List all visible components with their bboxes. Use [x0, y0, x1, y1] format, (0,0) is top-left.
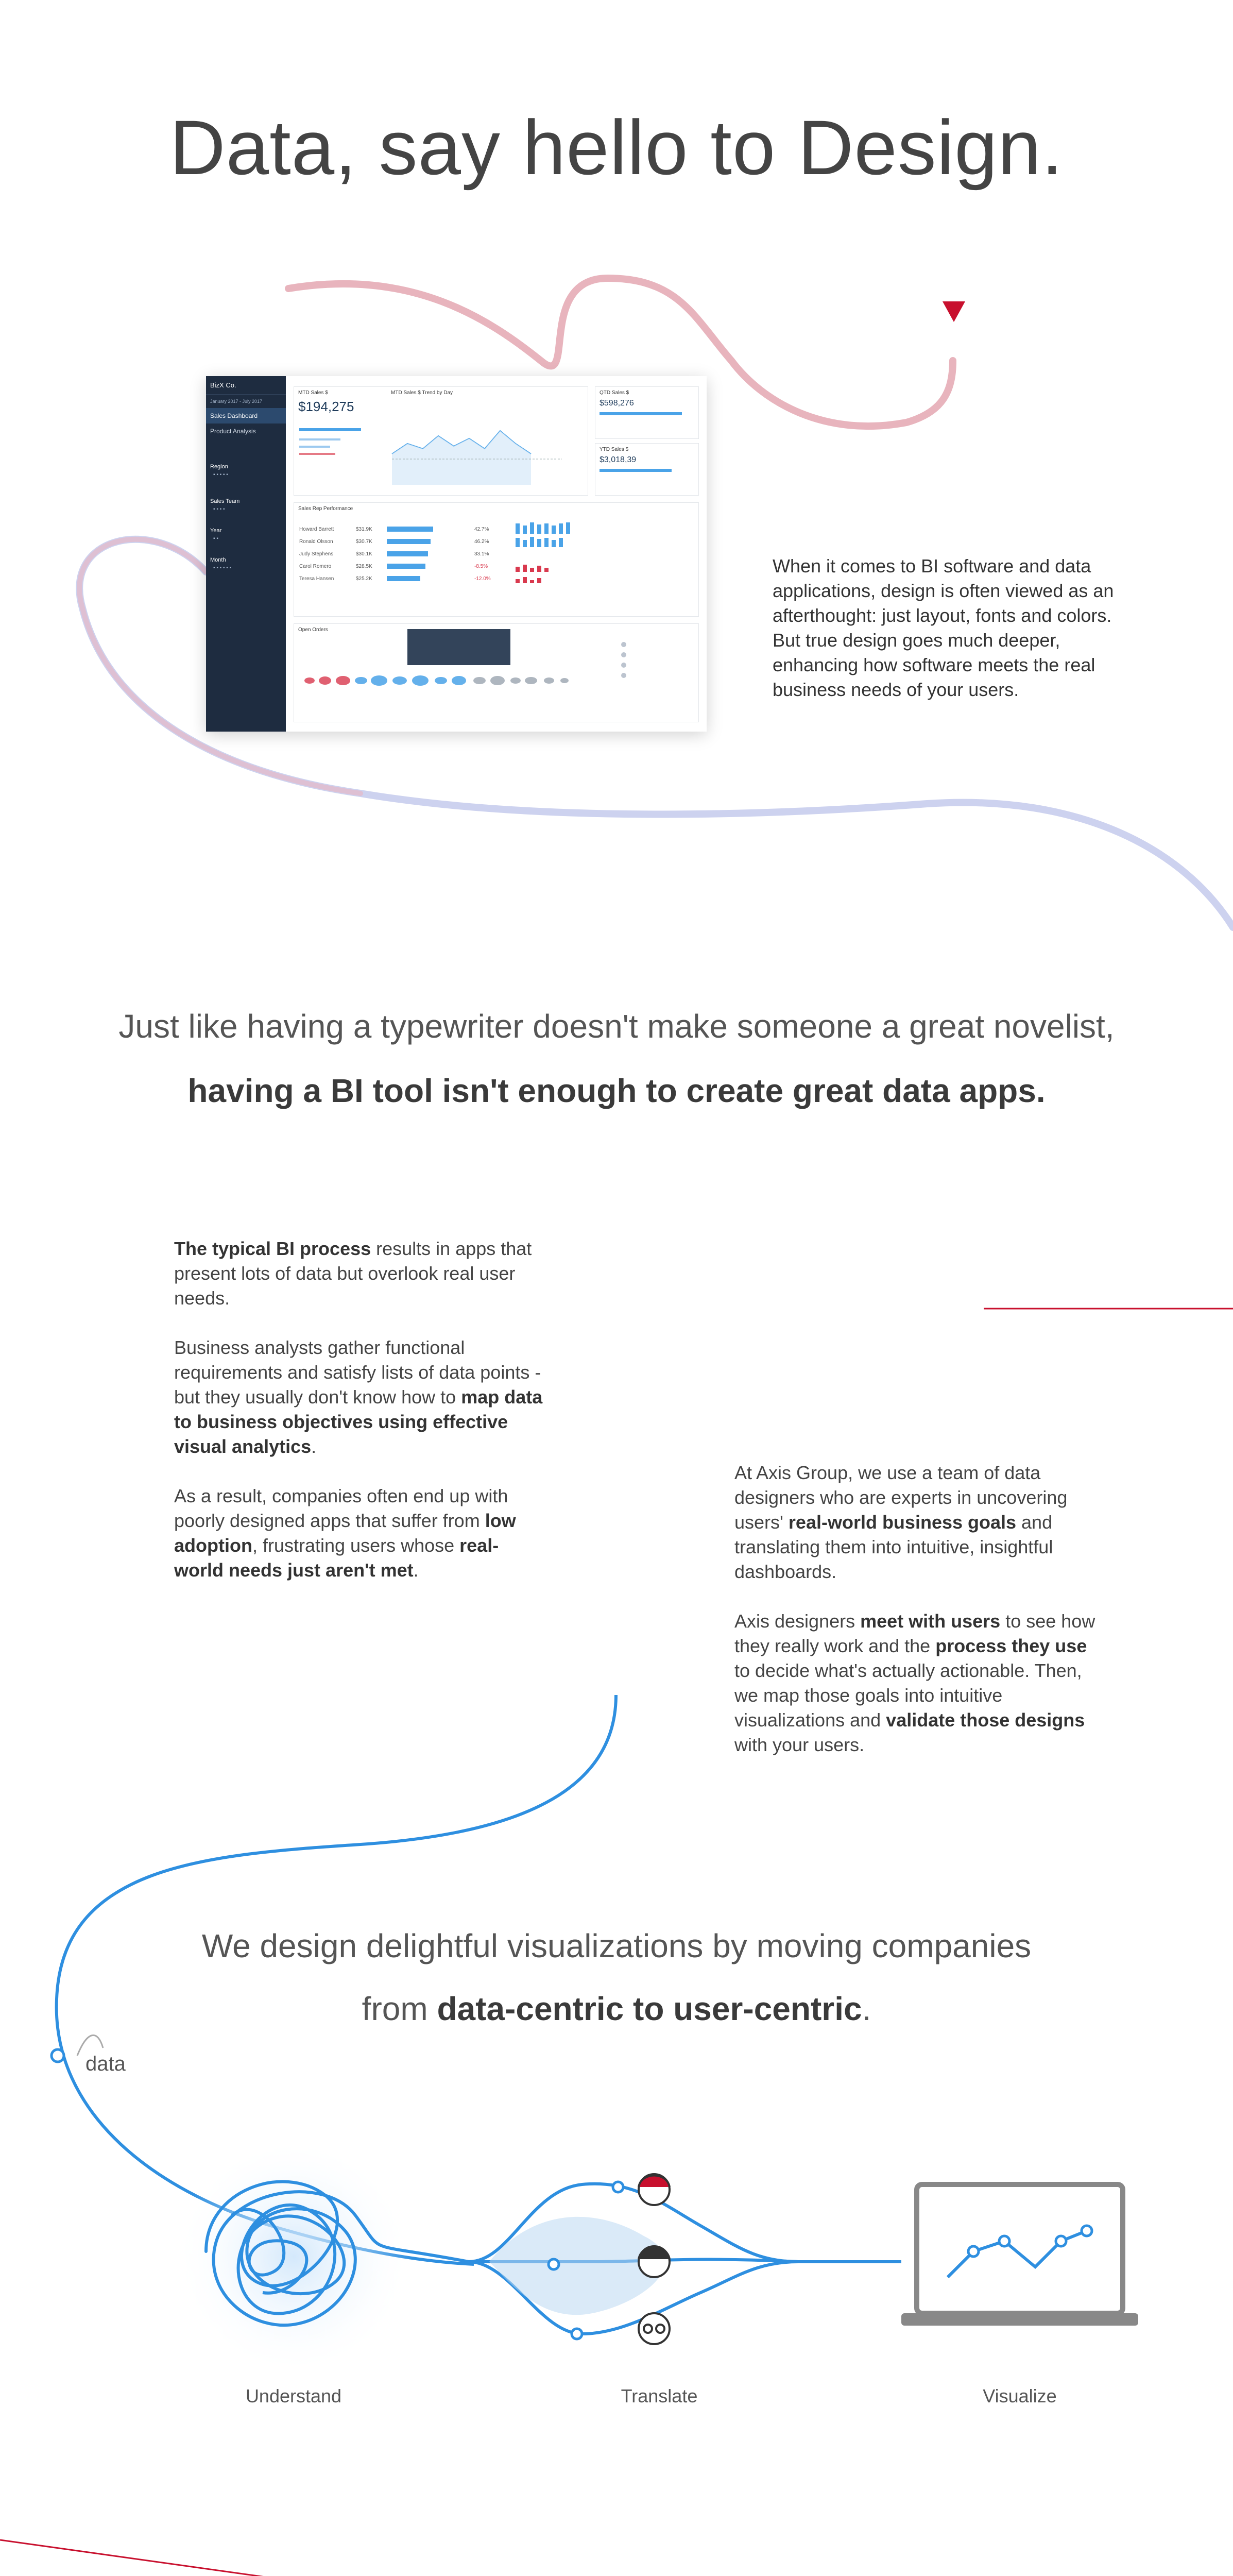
rep-row: Teresa Hansen: [299, 576, 334, 582]
user-avatar-icon: [639, 2174, 670, 2344]
rep-row: Howard Barrett: [299, 527, 334, 532]
rep-value: $30.7K: [356, 539, 372, 545]
dashboard-screenshot: [206, 376, 707, 732]
lead-light-text: Just like having a typewriter doesn't make someone a great novelist,: [118, 1008, 1115, 1045]
rep-value: $28.5K: [356, 564, 372, 569]
rep-row: Carol Romero: [299, 564, 332, 569]
lead-bold-text: having a BI tool isn't enough to create great data apps.: [187, 1072, 1046, 1109]
red-triangle-icon: [943, 301, 965, 322]
hero-title: Data, say hello to Design.: [169, 104, 1064, 191]
right-p2: Axis designers meet with users to see how they really work and the process they use to decide what's actually actionable. Then, we map those goals into intuitive visualizations and validate those designs with your users.: [734, 1611, 1095, 1755]
rep-value: $31.9K: [356, 527, 372, 532]
left-p1: The typical BI process results in apps that present lots of data but overlook real user needs.: [174, 1238, 532, 1309]
rep-performance-panel: [294, 502, 699, 617]
dashboard-brand: BizX Co.: [206, 376, 286, 395]
right-p1: At Axis Group, we use a team of data designers who are experts in uncovering users' real-world business goals and translating them into intuitive, insightful dashboards.: [734, 1462, 1068, 1582]
rep-pct: 33.1%: [474, 551, 489, 557]
dashboard-sidebar: BizX Co. January 2017 - July 2017 Sales Dashboard Product Analysis Region ▪ ▪ ▪ ▪ ▪ Sales Team ▪ ▪ ▪ ▪ Year ▪ ▪ Month ▪ ▪ ▪ ▪ ▪ ▪: [206, 376, 286, 732]
left-p3: As a result, companies often end up with poorly designed apps that suffer from low adoption, frustrating users whose real-world needs just aren't met.: [174, 1485, 516, 1581]
filter-year: Year: [210, 528, 222, 534]
mtd-title: MTD Sales $: [298, 390, 328, 396]
filter-month: Month: [210, 557, 226, 563]
rep-value: $30.1K: [356, 551, 372, 557]
mtd-value: $194,275: [298, 399, 354, 414]
dashboard-date: January 2017 - July 2017: [210, 399, 263, 404]
rep-title: Sales Rep Performance: [298, 506, 353, 512]
ytd-value: $3,018,39: [600, 455, 637, 464]
ytd-panel: [595, 443, 699, 496]
tangle-icon: [175, 2138, 469, 2375]
qtd-title: QTD Sales $: [600, 390, 629, 396]
process-line-1: We design delightful visualizations by moving companies: [201, 1927, 1032, 1964]
qtd-value: $598,276: [600, 399, 634, 408]
nav-product-analysis: Product Analysis: [210, 428, 256, 435]
qtd-panel: [595, 386, 699, 439]
rep-pct: 46.2%: [474, 539, 489, 545]
hero-intro: When it comes to BI software and data applications, design is often viewed as an afterthought: just layout, fonts and colors. But true design goes much deeper, enhancing how software meets the real business needs of your users.: [773, 555, 1114, 700]
rep-row: Judy Stephens: [299, 551, 334, 557]
right-column: [734, 1461, 1105, 1782]
rep-pct: 42.7%: [474, 527, 489, 532]
ytd-title: YTD Sales $: [600, 447, 629, 452]
rep-pct: -8.5%: [474, 564, 488, 569]
mtd-panel: [294, 386, 588, 496]
open-orders-panel: [294, 623, 699, 722]
step-visualize: Visualize: [983, 2385, 1057, 2406]
red-diagonal-line-1: [0, 2540, 700, 2576]
data-label: data: [85, 2053, 126, 2075]
left-column: [174, 1236, 545, 1607]
step-understand: Understand: [245, 2385, 342, 2406]
process-line-2: from data-centric to user-centric.: [362, 1990, 871, 2027]
left-p2: Business analysts gather functional requirements and satisfy lists of data points - but they usually don't know how to map data to business objectives using effective visual analytics.: [174, 1337, 543, 1457]
orders-title: Open Orders: [298, 627, 328, 633]
step-translate: Translate: [621, 2385, 698, 2406]
filter-sales-team: Sales Team: [210, 498, 240, 504]
nav-sales-dashboard: Sales Dashboard: [206, 408, 286, 423]
rep-value: $25.2K: [356, 576, 372, 582]
filter-region: Region: [210, 464, 228, 470]
trend-title: MTD Sales $ Trend by Day: [391, 390, 453, 396]
process-illustration: [129, 2087, 1159, 2375]
rep-pct: -12.0%: [474, 576, 491, 582]
laptop-icon: [901, 2184, 1138, 2326]
rep-row: Ronald Olsson: [299, 539, 333, 545]
